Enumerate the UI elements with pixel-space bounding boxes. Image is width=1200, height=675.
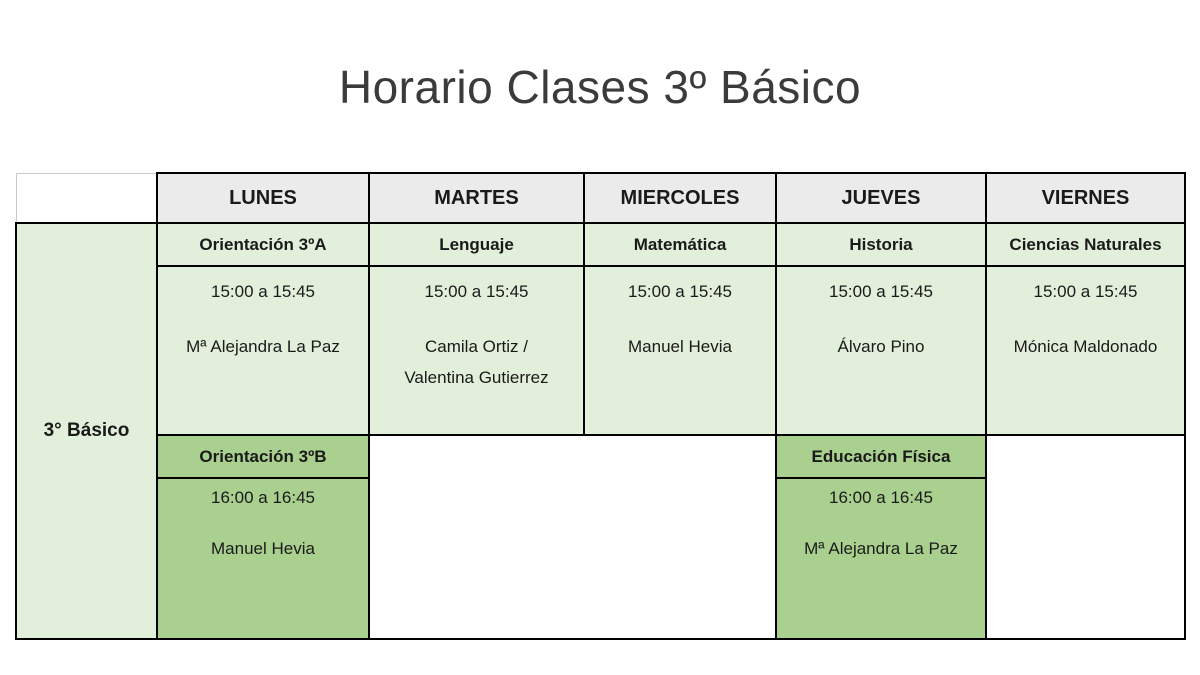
day-header-viernes: VIERNES — [986, 173, 1185, 223]
teacher-lunes-block1: Mª Alejandra La Paz — [186, 337, 340, 356]
time-jueves-block2: 16:00 a 16:45 — [829, 488, 933, 507]
time-jueves-block1: 15:00 a 15:45 — [829, 282, 933, 301]
detail-jueves-block1 — [776, 266, 986, 435]
empty-cell-martes-miercoles-block2 — [369, 435, 776, 639]
subject-viernes-block1: Ciencias Naturales — [986, 223, 1185, 266]
day-header-jueves: JUEVES — [776, 173, 986, 223]
corner-cell — [16, 173, 157, 223]
subject-miercoles-block1: Matemática — [584, 223, 776, 266]
day-header-miercoles: MIERCOLES — [584, 173, 776, 223]
schedule-table — [15, 172, 1186, 640]
time-lunes-block1: 15:00 a 15:45 — [211, 282, 315, 301]
detail-miercoles-block1 — [584, 266, 776, 435]
day-header-martes: MARTES — [369, 173, 584, 223]
detail-lunes-block2 — [157, 478, 369, 639]
time-miercoles-block1: 15:00 a 15:45 — [628, 282, 732, 301]
subject-lunes-block2: Orientación 3ºB — [157, 435, 369, 478]
empty-cell-viernes-block2 — [986, 435, 1185, 639]
subject-lunes-block1: Orientación 3ºA — [157, 223, 369, 266]
time-martes-block1: 15:00 a 15:45 — [424, 282, 529, 301]
detail-jueves-block2 — [776, 478, 986, 639]
teacher-lunes-block2: Manuel Hevia — [211, 539, 315, 558]
detail-martes-block1 — [369, 266, 584, 435]
detail-viernes-block1 — [986, 266, 1185, 435]
subject-jueves-block2: Educación Física — [776, 435, 986, 478]
time-viernes-block1: 15:00 a 15:45 — [1033, 282, 1138, 301]
teacher-miercoles-block1: Manuel Hevia — [628, 337, 732, 356]
page-title: Horario Clases 3º Básico — [338, 61, 862, 113]
subject-jueves-block1: Historia — [776, 223, 986, 266]
detail-lunes-block1 — [157, 266, 369, 435]
day-header-lunes: LUNES — [157, 173, 369, 223]
subject-martes-block1: Lenguaje — [369, 223, 584, 266]
teacher-jueves-block2: Mª Alejandra La Paz — [804, 539, 958, 558]
class-label: 3° Básico — [16, 223, 157, 639]
teacher-martes-block1: Camila Ortiz / Valentina Gutierrez — [404, 337, 549, 387]
teacher-jueves-block1: Álvaro Pino — [837, 337, 925, 356]
time-lunes-block2: 16:00 a 16:45 — [211, 488, 315, 507]
teacher-viernes-block1: Mónica Maldonado — [1013, 337, 1158, 356]
